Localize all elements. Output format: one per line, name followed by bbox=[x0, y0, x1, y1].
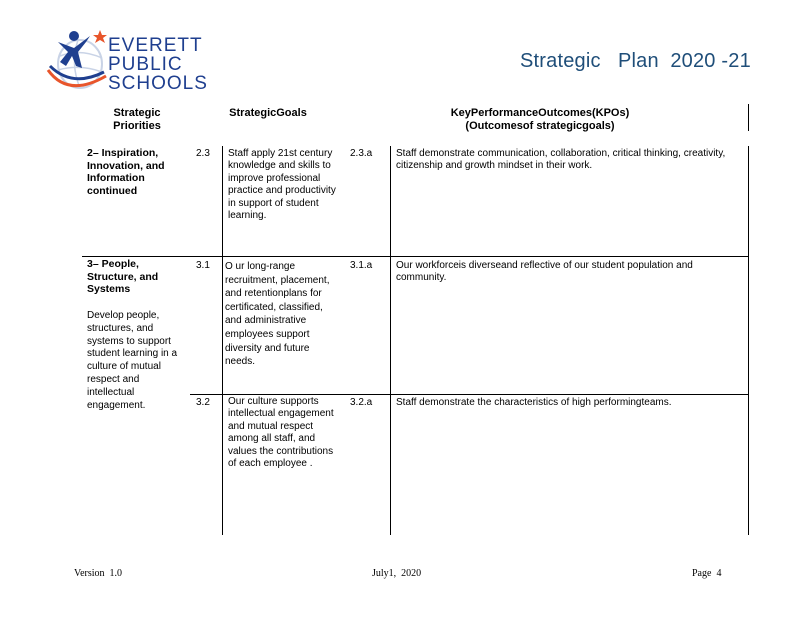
kpo-text-row3: Staff demonstrate the characteristics of high performingteams. bbox=[396, 397, 672, 408]
goal-number-row1: 2.3 bbox=[196, 148, 210, 159]
kpo-text-row1: Staff demonstrate communication, collaboration, critical thinking, creativity, citizenship and growth mindset in their work. bbox=[396, 148, 726, 172]
footer-version: Version 1.0 bbox=[74, 568, 123, 579]
priority-description-row2: Develop people, structures, and systems to support student learning in a culture of mutual respect and intellectual engagement. bbox=[87, 310, 178, 411]
footer-page-number: Page 4 bbox=[692, 568, 722, 579]
row-divider-1 bbox=[82, 256, 749, 257]
header-goals: StrategicGoals bbox=[229, 107, 307, 119]
kpo-text-row2: Our workforceis diverseand reflective of our student population and community. bbox=[396, 260, 693, 284]
page-title: Strategic Plan 2020 -21 bbox=[520, 50, 751, 72]
header-priorities-line1: Strategic bbox=[113, 107, 161, 119]
logo-line-3: SCHOOLS bbox=[108, 73, 208, 94]
logo-line-1: EVERETT bbox=[108, 35, 203, 56]
goal-text-row3: Our culture supports intellectual engagement and mutual respect among all staff, and values the contributions of each employee . bbox=[228, 396, 334, 470]
district-logo bbox=[44, 26, 214, 96]
header-kpo-line2: (Outcomesof strategicgoals) bbox=[465, 120, 615, 132]
table-right-border bbox=[748, 146, 749, 535]
header-priorities bbox=[96, 107, 178, 133]
logo-line-2: PUBLIC bbox=[108, 54, 183, 75]
kpo-number-row3: 3.2.a bbox=[350, 397, 373, 408]
globe-figure-icon bbox=[44, 26, 114, 96]
header-kpo-line1: KeyPerformanceOutcomes(KPOs) bbox=[450, 107, 630, 119]
header-kpo bbox=[420, 107, 660, 133]
kpo-column-border bbox=[390, 146, 391, 535]
goals-column-border bbox=[222, 146, 223, 535]
goal-text-row1: Staff apply 21st century knowledge and skills to improve professional practice and productivity in support of student learning. bbox=[228, 148, 336, 222]
footer-date: July1, 2020 bbox=[372, 568, 422, 579]
kpo-number-row1: 2.3.a bbox=[350, 148, 373, 159]
header-right-border bbox=[748, 104, 749, 131]
goal-number-row3: 3.2 bbox=[196, 397, 210, 408]
priority-title-row2: 3– People, Structure, and Systems bbox=[87, 258, 159, 295]
priority-title-row1: 2– Inspiration, Innovation, and Information continued bbox=[87, 147, 165, 197]
kpo-number-row2: 3.1.a bbox=[350, 260, 373, 271]
header-priorities-line2: Priorities bbox=[113, 120, 161, 132]
goal-number-row2: 3.1 bbox=[196, 260, 210, 271]
row-divider-2 bbox=[190, 394, 749, 395]
goal-text-row2: O ur long-range recruitment, placement, and retentionplans for certificated, classified, and administrative employees support diversity and future needs. bbox=[225, 261, 330, 368]
